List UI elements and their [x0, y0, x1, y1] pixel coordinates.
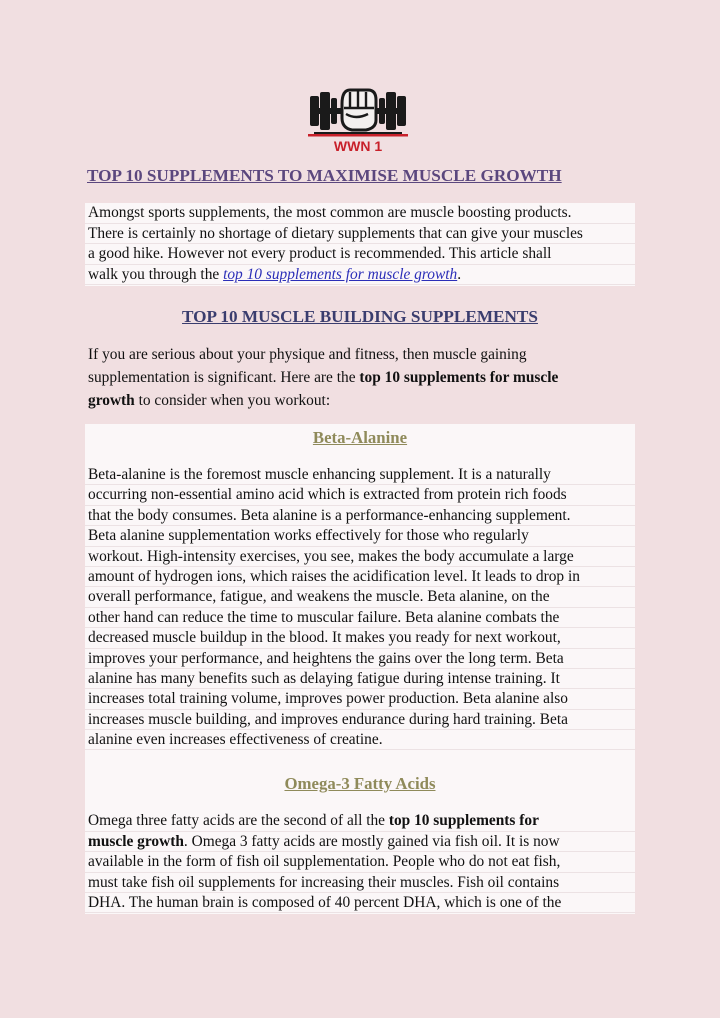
section-intro [88, 343, 628, 412]
paragraph-line: increases total training volume, improves power production. Beta alanine also [85, 689, 635, 709]
intro-line: Amongst sports supplements, the most common are muscle boosting products. [85, 203, 635, 224]
section-intro-prefix: supplementation is significant. Here are the [88, 369, 360, 386]
section-intro-suffix: to consider when you workout: [134, 392, 331, 409]
paragraph-line: increases muscle building, and improves endurance during hard training. Beta [85, 710, 635, 730]
section-intro-bold: top 10 supplements for muscle [359, 369, 559, 386]
page-title: TOP 10 SUPPLEMENTS TO MAXIMISE MUSCLE GROWTH [87, 166, 562, 185]
wwn1-logo [306, 84, 410, 154]
omega3-bold: muscle growth [88, 832, 184, 850]
paragraph-line: other hand can reduce the time to muscular failure. Beta alanine combats the [85, 608, 635, 628]
section-intro-line [88, 366, 628, 389]
paragraph-line [85, 832, 635, 852]
omega3-prefix: Omega three fatty acids are the second of all the [88, 812, 389, 830]
paragraph-line: that the body consumes. Beta alanine is a performance-enhancing supplement. [85, 506, 635, 526]
intro-line: There is certainly no shortage of dietary supplements that can give your muscles [85, 224, 635, 245]
paragraph-line: alanine even increases effectiveness of creatine. [85, 730, 635, 750]
paragraph-line: amount of hydrogen ions, which raises the acidification level. It leads to drop in [85, 567, 635, 587]
logo-text: WWN 1 [333, 138, 383, 154]
paragraph-line: workout. High-intensity exercises, you see, makes the body accumulate a large [85, 547, 635, 567]
section-title-text: TOP 10 MUSCLE BUILDING SUPPLEMENTS [182, 307, 538, 326]
intro-line: a good hike. However not every product is recommended. This article shall [85, 244, 635, 265]
omega3-bold: top 10 supplements for [388, 812, 539, 830]
paragraph-line: decreased muscle buildup in the blood. It makes you ready for next workout, [85, 628, 635, 648]
supplements-link[interactable]: top 10 supplements for muscle growth [223, 265, 458, 283]
omega3-suffix: . Omega 3 fatty acids are mostly gained via fish oil. It is now [183, 832, 560, 850]
intro-line-last [85, 265, 635, 286]
paragraph-line: Beta alanine supplementation works effectively for those who regularly [85, 526, 635, 546]
beta-alanine-paragraph [85, 465, 635, 750]
omega3-heading: Omega-3 Fatty Acids [284, 774, 436, 794]
content-box [85, 424, 635, 914]
paragraph-line: DHA. The human brain is composed of 40 percent DHA, which is one of the [85, 893, 635, 913]
section-title [0, 307, 720, 327]
beta-alanine-heading: Beta-Alanine [312, 428, 408, 447]
paragraph-line: occurring non-essential amino acid which is extracted from protein rich foods [85, 485, 635, 505]
section-intro-line: If you are serious about your physique and fitness, then muscle gaining [88, 346, 527, 363]
section-intro-bold: growth [88, 392, 135, 409]
omega3-paragraph [85, 811, 635, 913]
intro-last-suffix: . [457, 265, 462, 283]
intro-box [85, 203, 635, 286]
paragraph-line: available in the form of fish oil supplementation. People who do not eat fish, [85, 852, 635, 872]
paragraph-line: Beta-alanine is the foremost muscle enhancing supplement. It is a naturally [85, 465, 635, 485]
paragraph-line [85, 811, 635, 831]
section-intro-line [88, 389, 628, 412]
paragraph-line: overall performance, fatigue, and weakens the muscle. Beta alanine, on the [85, 587, 635, 607]
paragraph-line: improves your performance, and heightens the gains over the long term. Beta [85, 649, 635, 669]
paragraph-line: must take fish oil supplements for increasing their muscles. Fish oil contains [85, 873, 635, 893]
intro-last-prefix: walk you through the [88, 265, 224, 283]
paragraph-line: alanine has many benefits such as delaying fatigue during intense training. It [85, 669, 635, 689]
